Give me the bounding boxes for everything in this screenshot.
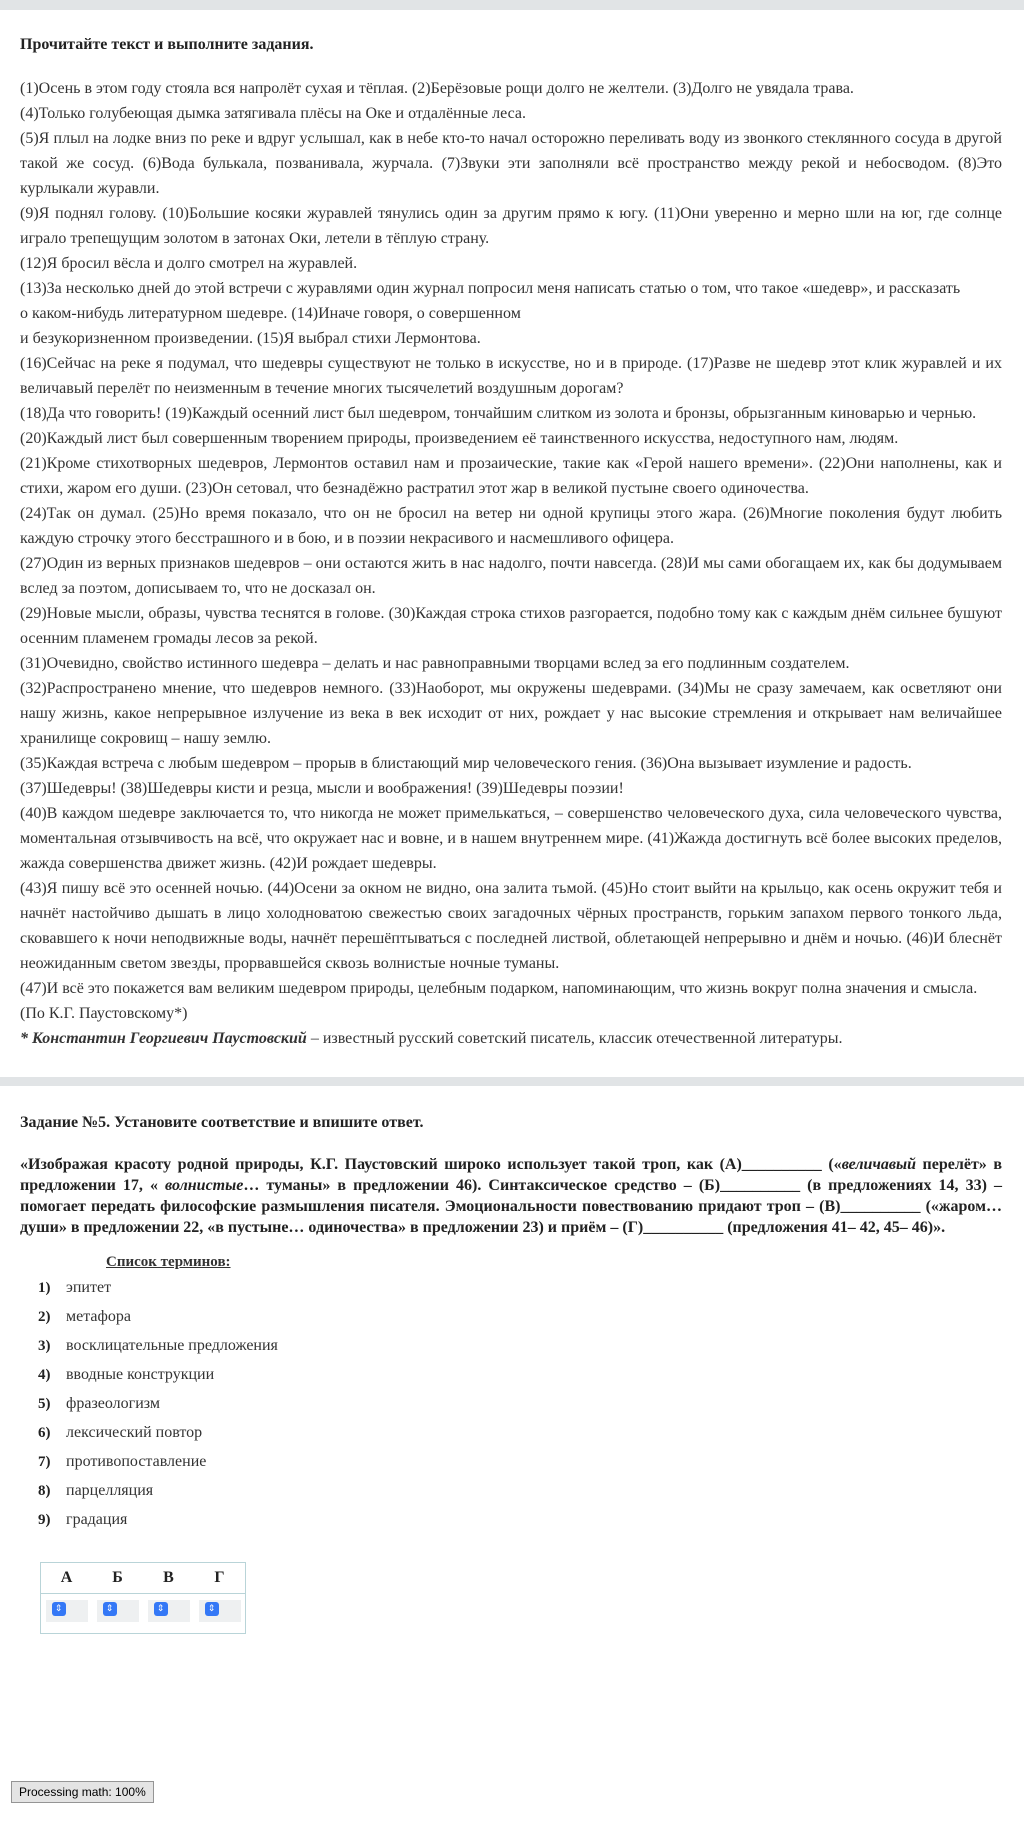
term-number: 3) [38, 1338, 51, 1354]
term-label: вводные конструкции [66, 1366, 215, 1383]
term-item [38, 1279, 1002, 1308]
processing-math-status: Processing math: 100% [11, 1781, 154, 1803]
select-arrows-icon[interactable]: ⇕ [103, 1602, 117, 1616]
paragraph: (35)Каждая встреча с любым шедевром – прорыв в блистающий мир человеческого гения. (36)Она вызывает изумление и радость. [20, 755, 912, 772]
paragraph: (12)Я бросил вёсла и долго смотрел на журавлей. [20, 255, 358, 272]
task-example-italic: волнистые [165, 1177, 244, 1194]
terms-title: Список терминов: [106, 1254, 231, 1270]
paragraph: и безукоризненном произведении. (15)Я выбрал стихи Лермонтова. [20, 330, 481, 347]
term-label: лексический повтор [66, 1424, 203, 1441]
answer-column-header: Б [92, 1563, 143, 1594]
term-number: 7) [38, 1454, 51, 1470]
paragraph: (40)В каждом шедевре заключается то, что никогда не может примелькаться, – совершенство человеческого духа, сила человеческого чувства, моментальная отзывчивость на всё, что окружает нас и вовне, и в нашем внутреннем мире. (41)Жажда достигнуть всё более высоких пределов, жажда совершенства движет жизнь. (42)И рождает шедевры. [20, 805, 1002, 872]
paragraph: (24)Так он думал. (25)Но время показало, что он не бросил на ветер ни одной крупицы этого жара. (26)Многие поколения будут любить каждую строчку этого бесстрашного и в бою, и в поэзии некрасивого и насмешливого офицера. [20, 505, 1002, 547]
paragraph: (4)Только голубеющая дымка затягивала плёсы на Оке и отдалённые леса. [20, 105, 526, 122]
answer-column-header: А [41, 1563, 93, 1594]
paragraph: (5)Я плыл на лодке вниз по реке и вдруг услышал, как в небе кто-то начал осторожно переливать воду из звонкого стеклянного сосуда в другой такой же сосуд. (6)Вода булькала, позванивала, журчала. (7)Звуки эти заполняли всё пространство между рекой и небосводом. (8)Это курлыкали журавли. [20, 130, 1002, 197]
answer-cell [41, 1594, 93, 1634]
paragraph: (32)Распространено мнение, что шедевров немного. (33)Наоборот, мы окружены шедеврами. (34)Мы не сразу замечаем, как осветляют они нашу жизнь, какое непрерывное излучение из века в век исходит от них, рождает у нас высокие стремления и открывает нам величайшее хранилище сокровищ – нашу землю. [20, 680, 1002, 747]
term-number: 1) [38, 1280, 51, 1296]
paragraph: (21)Кроме стихотворных шедевров, Лермонтов оставил нам и прозаические, такие как «Герой нашего времени». (22)Они наполнены, как и стихи, жаром его души. (23)Он сетовал, что безнадёжно растратил этот жар в великой пустыне своего одиночества. [20, 455, 1002, 497]
paragraph: (9)Я поднял голову. (10)Большие косяки журавлей тянулись один за другим прямо к югу. (11)Они уверенно и мерно шли на юг, где солнце играло трепещущим золотом в затонах Оки, летели в тёплую страну. [20, 205, 1002, 247]
term-label: фразеологизм [66, 1395, 161, 1412]
term-label: метафора [66, 1308, 131, 1325]
task-text: … туманы» в предложении 46). Синтаксическое средство – (Б)__________ (в предложениях 14, 33) – помогает передать философские размышления писателя. Эмоциональности повествованию придают троп – (В)__________ («жаром… души» в предложении 22, «в пустыне… одиночества» в предложении 23) и приём – (Г)__________ (предложения 41– 42, 45– 46)». [20, 1177, 1002, 1236]
term-item [38, 1482, 1002, 1511]
term-label: парцелляция [66, 1482, 154, 1499]
term-item [38, 1424, 1002, 1453]
task-text: «Изображая красоту родной природы, К.Г. Паустовский широко использует такой троп, как (А)__________ (« [20, 1156, 842, 1173]
term-item [38, 1308, 1002, 1337]
term-number: 4) [38, 1367, 51, 1383]
term-number: 5) [38, 1396, 51, 1412]
source-attribution: (По К.Г. Паустовскому*) [20, 1005, 188, 1022]
answer-table [40, 1562, 246, 1634]
footnote [20, 1026, 1002, 1051]
paragraph: (1)Осень в этом году стояла вся напролёт сухая и тёплая. (2)Берёзовые рощи долго не желтели. (3)Долго не увядала трава. [20, 80, 854, 97]
answer-select-v[interactable] [148, 1600, 190, 1622]
term-label: восклицательные предложения [66, 1337, 278, 1354]
paragraph: (13)За несколько дней до этой встречи с журавлями один журнал попросил меня написать статью о том, что такое «шедевр», и рассказать [20, 280, 961, 297]
task-section [0, 1086, 1024, 1644]
answer-cell [92, 1594, 143, 1634]
paragraph: (27)Один из верных признаков шедевров – они остаются жить в нас надолго, почти навсегда. (28)И мы сами обогащаем их, как бы додумываем вслед за поэтом, дописываем то, что не досказал он. [20, 555, 1002, 597]
reading-heading: Прочитайте текст и выполните задания. [20, 36, 314, 53]
task-body [20, 1154, 1002, 1238]
term-label: эпитет [66, 1279, 112, 1296]
term-item [38, 1337, 1002, 1366]
select-arrows-icon[interactable]: ⇕ [52, 1602, 66, 1616]
task-text: перелёт» в предложении 17, « [20, 1156, 1002, 1194]
paragraph: (31)Очевидно, свойство истинного шедевра – делать и нас равноправными творцами вслед за его подлинным создателем. [20, 655, 850, 672]
task-example-italic: величавый [841, 1156, 916, 1173]
term-item [38, 1366, 1002, 1395]
reading-text [20, 76, 1002, 1051]
top-bar [0, 0, 1024, 10]
paragraph: (20)Каждый лист был совершенным творением природы, произведением её таинственного искусства, недоступного нам, людям. [20, 430, 899, 447]
term-number: 8) [38, 1483, 51, 1499]
paragraph: (18)Да что говорить! (19)Каждый осенний лист был шедевром, тончайшим слитком из золота и бронзы, обрызганным киноварью и чернью. [20, 405, 977, 422]
answer-select-a[interactable] [46, 1600, 88, 1622]
paragraph: (47)И всё это покажется вам великим шедевром природы, целебным подарком, напоминающим, что жизнь вокруг полна значения и смысла. [20, 980, 978, 997]
answer-select-g[interactable] [199, 1600, 241, 1622]
task-title: Задание №5. Установите соответствие и впишите ответ. [20, 1114, 424, 1131]
term-item [38, 1395, 1002, 1424]
paragraph: (37)Шедевры! (38)Шедевры кисти и резца, мысли и воображения! (39)Шедевры поэзии! [20, 780, 624, 797]
section-divider [0, 1077, 1024, 1086]
term-label: градация [66, 1511, 128, 1528]
term-item [38, 1453, 1002, 1482]
footnote-text: – известный русский советский писатель, классик отечественной литературы. [306, 1030, 843, 1047]
paragraph: (16)Сейчас на реке я подумал, что шедевры существуют не только в искусстве, но и в природе. (17)Разве не шедевр этот клик журавлей и их величавый перелёт по неизменным в течение многих тысячелетий воздушным дорогам? [20, 355, 1002, 397]
answer-select-b[interactable] [97, 1600, 139, 1622]
term-number: 9) [38, 1512, 51, 1528]
term-label: противопоставление [66, 1453, 207, 1470]
select-arrows-icon[interactable]: ⇕ [154, 1602, 168, 1616]
answer-column-header: В [143, 1563, 194, 1594]
footnote-author: * Константин Георгиевич Паустовский [20, 1030, 307, 1047]
term-item [38, 1511, 1002, 1540]
term-number: 2) [38, 1309, 51, 1325]
reading-section [0, 10, 1024, 1061]
paragraph: (43)Я пишу всё это осенней ночью. (44)Осени за окном не видно, она залита тьмой. (45)Но стоит выйти на крыльцо, как осень окружит тебя и начнёт настойчиво дышать в лицо холодноватою свежестью своих загадочных чёрных пространств, горьким запахом первого тонкого льда, сковавшего к ночи неподвижные воды, начнёт перешёптываться с последней листвой, облетающей непрерывно и днём и ночью. (46)И блеснёт неожиданным светом звезды, прорвавшейся сквозь волнистые ночные туманы. [20, 880, 1002, 972]
answer-column-header: Г [194, 1563, 246, 1594]
paragraph: о каком-нибудь литературном шедевре. (14)Иначе говоря, о совершенном [20, 305, 521, 322]
select-arrows-icon[interactable]: ⇕ [205, 1602, 219, 1616]
terms-list [20, 1279, 1002, 1540]
paragraph: (29)Новые мысли, образы, чувства теснятся в голове. (30)Каждая строка стихов разгорается, подобно тому как с каждым днём сильнее бушуют осенним пламенем громады лесов за рекой. [20, 605, 1002, 647]
term-number: 6) [38, 1425, 51, 1441]
answer-cell [143, 1594, 194, 1634]
answer-cell [194, 1594, 246, 1634]
